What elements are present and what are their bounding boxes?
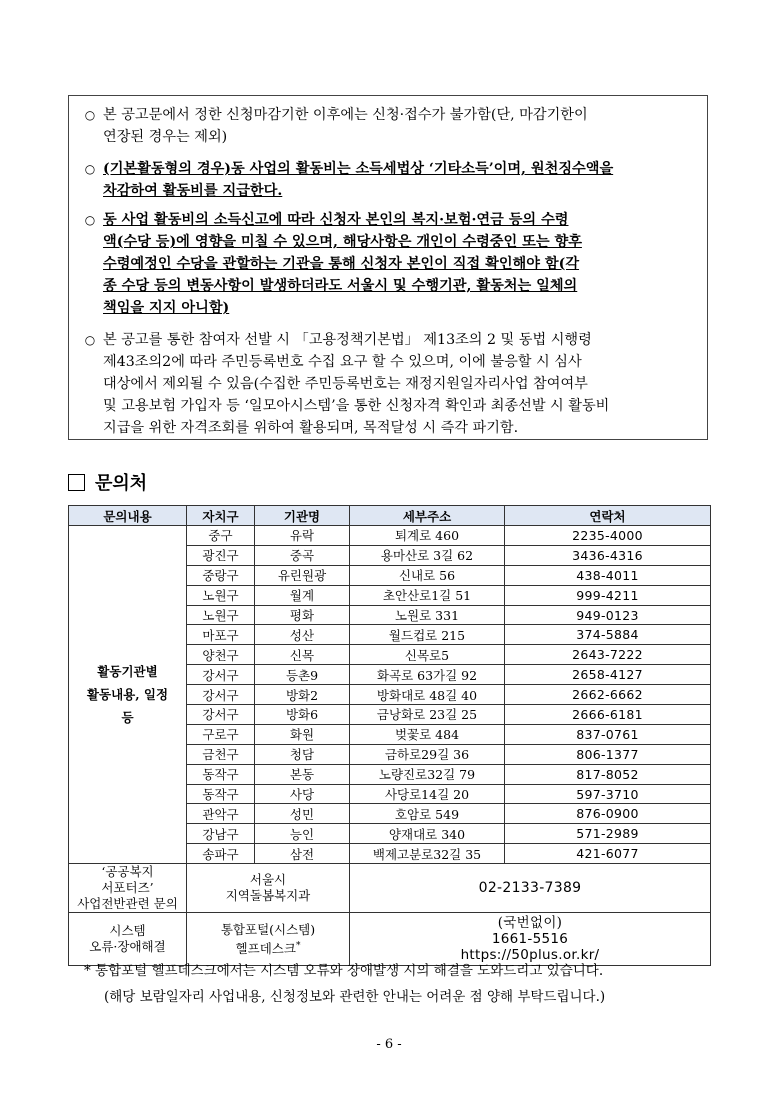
org-line: 헬프데스크: [235, 940, 296, 956]
header-contact: 연락처: [505, 506, 711, 526]
phone-cell: 3436-4316: [505, 545, 711, 565]
address-cell: 화곡로 63가길 92: [350, 665, 505, 685]
address-cell: 금낭화로 23길 25: [350, 705, 505, 725]
group-label-line: 활동내용, 일정: [86, 687, 169, 703]
district-cell: 강서구: [187, 685, 255, 705]
group-label-cell: [69, 526, 187, 864]
district-cell: 송파구: [187, 844, 255, 864]
contact-line: 1661-5516: [491, 931, 569, 948]
checkbox-icon: [68, 474, 85, 491]
address-cell: 신목로5: [350, 645, 505, 665]
org-cell: 성산: [255, 625, 350, 645]
address-cell: 백제고분로32길 35: [350, 844, 505, 864]
org-cell: 본동: [255, 764, 350, 784]
system-contact-cell: [350, 913, 711, 966]
bullet-icon: ○: [84, 162, 96, 176]
header-topic: 문의내용: [69, 506, 187, 526]
notice-line: 대상에서 제외될 수 있음(수집한 주민등록번호는 재정지원일자리사업 참여여부: [103, 376, 588, 392]
address-cell: 사당로14길 20: [350, 784, 505, 804]
district-cell: 중구: [187, 526, 255, 546]
notice-line: 연장된 경우는 제외): [103, 129, 228, 145]
section-heading: [68, 470, 147, 494]
phone-cell: 999-4211: [505, 585, 711, 605]
notice-line: 본 공고문에서 정한 신청마감기한 이후에는 신청·접수가 불가함(단, 마감기한이: [103, 107, 588, 123]
notice-line: 책임을 지지 아니함): [103, 300, 230, 316]
footnote-mark: *: [295, 940, 301, 951]
phone-cell: 837-0761: [505, 724, 711, 744]
district-cell: 강서구: [187, 665, 255, 685]
supporters-topic-cell: [69, 864, 187, 913]
address-cell: 노량진로32길 79: [350, 764, 505, 784]
bullet-icon: ○: [84, 333, 96, 347]
address-cell: 신내로 56: [350, 565, 505, 585]
org-cell: 삼전: [255, 844, 350, 864]
district-cell: 노원구: [187, 605, 255, 625]
notice-line: 지급을 위한 자격조회를 위하여 활용되며, 목적달성 시 즉각 파기함.: [103, 420, 519, 436]
org-cell: 등촌9: [255, 665, 350, 685]
supporters-phone-cell: 02-2133-7389: [350, 864, 711, 913]
topic-line: 시스템: [109, 923, 146, 939]
district-cell: 관악구: [187, 804, 255, 824]
bullet-icon: ○: [84, 108, 96, 122]
address-cell: 초안산로1길 51: [350, 585, 505, 605]
notice-line: 종 수당 등의 변동사항이 발생하더라도 서울시 및 수행기관, 활동처는 일체의: [103, 278, 578, 294]
phone-cell: 571-2989: [505, 824, 711, 844]
org-cell: 성민: [255, 804, 350, 824]
phone-cell: 2235-4000: [505, 526, 711, 546]
address-cell: 금하로29길 36: [350, 744, 505, 764]
contact-table: [68, 505, 711, 966]
supporters-row: [69, 864, 711, 913]
notice-line: 차감하여 활동비를 지급한다.: [103, 183, 283, 199]
group-label-line: 활동기관별: [97, 664, 158, 680]
page-number: - 6 -: [376, 1037, 402, 1052]
org-cell: 유린원광: [255, 565, 350, 585]
org-cell: 유락: [255, 526, 350, 546]
bullet-icon: ○: [84, 213, 96, 227]
notice-line: 본 공고를 통한 참여자 선발 시 「고용정책기본법」 제13조의 2 및 동법 시행령: [103, 332, 592, 348]
org-cell: 방화2: [255, 685, 350, 705]
phone-cell: 817-8052: [505, 764, 711, 784]
phone-cell: 597-3710: [505, 784, 711, 804]
topic-line: 사업전반관련 문의: [77, 896, 178, 912]
notice-line: (기본활동형의 경우)동 사업의 활동비는 소득세법상 ‘기타소득’이며, 원천징수액을: [103, 161, 614, 177]
contact-line: (국번없이): [497, 915, 563, 932]
phone-cell: 876-0900: [505, 804, 711, 824]
org-cell: 방화6: [255, 705, 350, 725]
address-cell: 방화대로 48길 40: [350, 685, 505, 705]
district-cell: 마포구: [187, 625, 255, 645]
header-district: 자치구: [187, 506, 255, 526]
phone-cell: 949-0123: [505, 605, 711, 625]
phone-cell: 2666-6181: [505, 705, 711, 725]
phone-cell: 438-4011: [505, 565, 711, 585]
org-line: 통합포털(시스템): [220, 921, 316, 937]
district-cell: 금천구: [187, 744, 255, 764]
header-org: 기관명: [255, 506, 350, 526]
system-org-cell: [187, 913, 350, 966]
address-cell: 퇴계로 460: [350, 526, 505, 546]
org-line: 지역돌봄복지과: [225, 888, 311, 904]
phone-cell: 374-5884: [505, 625, 711, 645]
address-cell: 노원로 331: [350, 605, 505, 625]
notice-box: [68, 95, 708, 440]
org-cell: 신목: [255, 645, 350, 665]
org-cell: 중곡: [255, 545, 350, 565]
org-line: 서울시: [249, 872, 287, 888]
org-cell: 사당: [255, 784, 350, 804]
header-address: 세부주소: [350, 506, 505, 526]
address-cell: 용마산로 3길 62: [350, 545, 505, 565]
notice-line: 제43조의2에 따라 주민등록번호 수집 요구 할 수 있으며, 이에 불응할 시 심사: [103, 354, 582, 370]
org-cell: 평화: [255, 605, 350, 625]
address-cell: 호암로 549: [350, 804, 505, 824]
org-cell: 능인: [255, 824, 350, 844]
topic-line: 서포터즈’: [101, 880, 154, 896]
district-cell: 동작구: [187, 764, 255, 784]
district-cell: 중랑구: [187, 565, 255, 585]
topic-line: 오류·장애해결: [89, 939, 166, 955]
org-cell: 청담: [255, 744, 350, 764]
table-header-row: [69, 506, 711, 526]
footnote-2: (해당 보람일자리 사업내용, 신청정보와 관련한 안내는 어려운 점 양해 부탁드립니다.): [104, 989, 606, 1005]
notice-line: 동 사업 활동비의 소득신고에 따라 신청자 본인의 복지·보험·연금 등의 수령: [103, 212, 569, 228]
system-row: [69, 913, 711, 966]
district-cell: 동작구: [187, 784, 255, 804]
notice-line: 수령예정인 수당을 관할하는 기관을 통해 신청자 본인이 직접 확인해야 함(각: [103, 256, 580, 272]
group-label-line: 등: [121, 710, 134, 726]
topic-line: ‘공공복지: [101, 864, 154, 880]
phone-cell: 2662-6662: [505, 685, 711, 705]
district-cell: 구로구: [187, 724, 255, 744]
district-cell: 양천구: [187, 645, 255, 665]
address-cell: 월드컵로 215: [350, 625, 505, 645]
section-title: 문의처: [95, 473, 148, 494]
org-cell: 월계: [255, 585, 350, 605]
org-cell: 화원: [255, 724, 350, 744]
district-cell: 강남구: [187, 824, 255, 844]
address-cell: 벚꽃로 484: [350, 724, 505, 744]
org-line-with-mark: [187, 938, 349, 957]
phone-cell: 2643-7222: [505, 645, 711, 665]
phone-cell: 421-6077: [505, 844, 711, 864]
system-topic-cell: [69, 913, 187, 966]
notice-line: 및 고용보험 가입자 등 ‘일모아시스템’을 통한 신청자격 확인과 최종선발 시 활동비: [103, 398, 610, 414]
website-link[interactable]: https://50plus.or.kr/: [460, 947, 600, 964]
district-cell: 광진구: [187, 545, 255, 565]
address-cell: 양재대로 340: [350, 824, 505, 844]
table-row: [69, 526, 711, 546]
district-cell: 노원구: [187, 585, 255, 605]
phone-cell: 2658-4127: [505, 665, 711, 685]
district-cell: 강서구: [187, 705, 255, 725]
footnote-1: * 통합포털 헬프데스크에서는 시스템 오류와 장애발생 시의 해결을 도와드리고 있습니다.: [84, 963, 604, 979]
phone-cell: 806-1377: [505, 744, 711, 764]
notice-line: 액(수당 등)에 영향을 미칠 수 있으며, 해당사항은 개인이 수령중인 또는 향후: [103, 234, 582, 250]
supporters-org-cell: [187, 864, 350, 913]
